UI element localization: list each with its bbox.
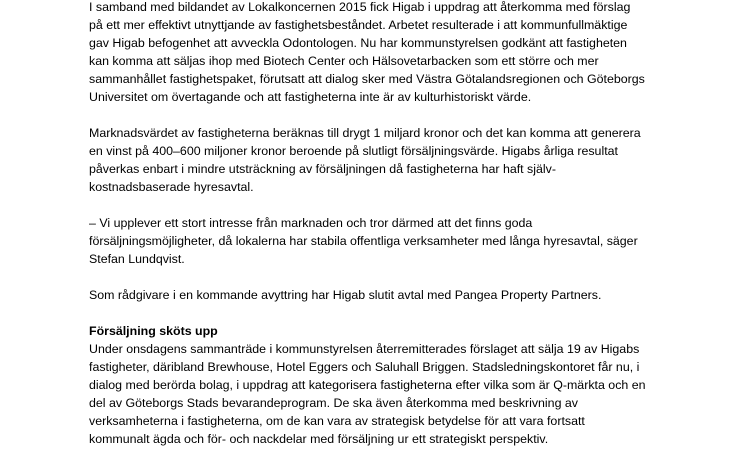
text-line: kostnadsbaserade hyresavtal. <box>89 180 254 194</box>
text-line: kommunalt ägda och för- och nackdelar med försäljning ur ett strategiskt perspektiv. <box>89 432 549 446</box>
document-page <box>89 0 689 466</box>
text-line: Under onsdagens sammanträde i kommunstyrelsen återremitterades förslaget att sälja 19 av Higabs <box>89 342 640 356</box>
text-line: I samband med bildandet av Lokalkoncernen 2015 fick Higab i uppdrag att återkomma med förslag <box>89 0 631 14</box>
text-line: försäljningsmöjligheter, då lokalerna har stabila offentliga verksamheter med långa hyresavtal, säger <box>89 234 638 248</box>
section-heading: Försäljning sköts upp <box>89 324 218 338</box>
text-line: – Vi upplever ett stort intresse från marknaden och tror därmed att det finns goda <box>89 216 533 230</box>
paragraph-quote <box>89 214 689 268</box>
text-line: dialog med berörda bolag, i uppdrag att kategorisera fastigheterna efter vilka som är Q-märkta och en <box>89 378 646 392</box>
text-line: påverkas enbart i mindre utsträckning av försäljningen då fastigheterna har haft själv- <box>89 162 556 176</box>
text-line: fastigheter, däribland Brewhouse, Hotel Eggers och Saluhall Briggen. Stadsledningskontoret får nu, i <box>89 360 640 374</box>
text-line: Stefan Lundqvist. <box>89 252 185 266</box>
text-line: kan komma att säljas ihop med Biotech Center och Hälsovetarbacken som ett större och mer <box>89 54 599 68</box>
paragraph-advisor <box>89 286 689 304</box>
text-line: gav Higab befogenhet att avveckla Odontologen. Nu har kommunstyrelsen godkänt att fastigheten <box>89 36 627 50</box>
text-line: Marknadsvärdet av fastigheterna beräknas till drygt 1 miljard kronor och det kan komma att generera <box>89 126 641 140</box>
paragraph-background <box>89 0 689 106</box>
text-line: Som rådgivare i en kommande avyttring har Higab slutit avtal med Pangea Property Partners. <box>89 288 602 302</box>
section-sale-postponed <box>89 322 689 448</box>
text-line: på ett mer effektivt utnyttjande av fastighetsbeståndet. Arbetet resulterade i att kommunfullmäktige <box>89 18 628 32</box>
paragraph-market-value <box>89 124 689 196</box>
text-line: en vinst på 400–600 miljoner kronor beroende på slutligt försäljningsvärde. Higabs årliga resultat <box>89 144 618 158</box>
text-line: Universitet om övertagande och att fastigheterna inte är av kulturhistoriskt värde. <box>89 90 532 104</box>
text-line: sammanhållet fastighetspaket, förutsatt att dialog sker med Västra Götalandsregionen och Göteborgs <box>89 72 645 86</box>
text-line: del av Göteborgs Stads bevarandeprogram. De ska även återkomma med beskrivning av <box>89 396 578 410</box>
text-line: verksamheterna i fastigheterna, om de kan vara av strategisk betydelse för att vara fortsatt <box>89 414 585 428</box>
